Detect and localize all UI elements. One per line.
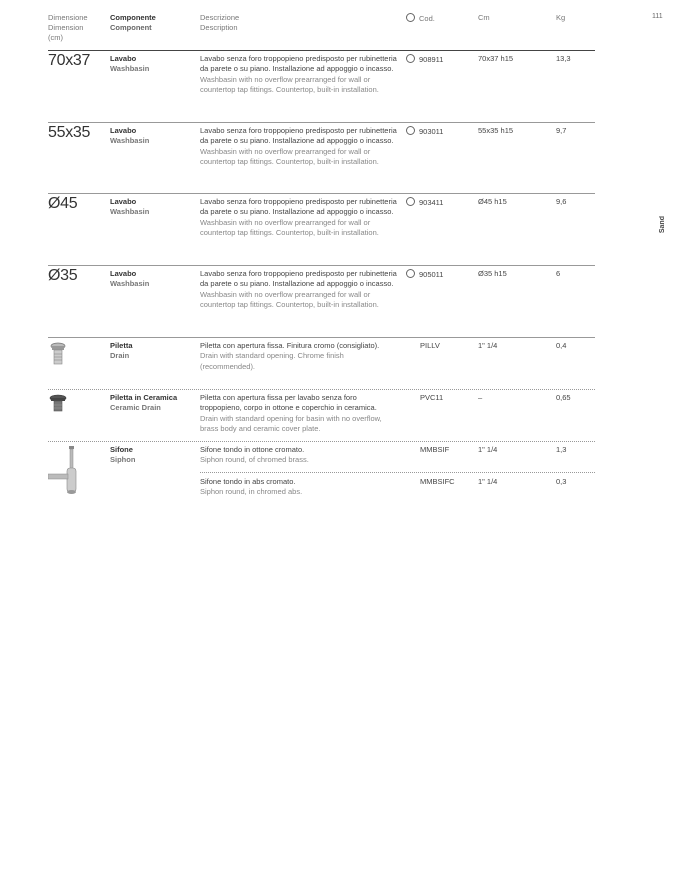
component-cell: Lavabo Washbasin (110, 126, 150, 146)
siphon-variants (200, 445, 595, 504)
weight-cell: 9,6 (556, 197, 567, 206)
select-radio-icon[interactable] (406, 197, 415, 206)
page-number: 111 (652, 13, 663, 20)
header-kg: Kg (556, 13, 566, 22)
select-radio-icon[interactable] (406, 269, 415, 278)
dimension-label: 70x37 (48, 52, 91, 69)
weight-cell: 13,3 (556, 54, 571, 63)
product-table (48, 10, 595, 502)
code-cell[interactable]: 905011 (406, 269, 476, 280)
weight-cell: 0,3 (556, 477, 567, 486)
description-cell: Piletta con apertura fissa. Finitura cromo (consigliato). Drain with standard opening. Chrome finish (recommended). (200, 341, 380, 371)
description-cell: Lavabo senza foro troppopieno predisposto per rubinetteria da parete o su piano. Installazione ad appoggio o incasso. Washbasin with no overflow prearranged for wall or countertop tap fittings. Countertop, built-in installation. (200, 54, 397, 94)
description-cell: Lavabo senza foro troppopieno predisposto per rubinetteria da parete o su piano. Installazione ad appoggio o incasso. Washbasin with no overflow prearranged for wall or countertop tap fittings. Countertop, built-in installation. (200, 269, 397, 309)
header-component: Componente Component (110, 13, 156, 32)
table-row (48, 194, 595, 266)
header-description: Descrizione Description (200, 13, 240, 32)
component-cell: Lavabo Washbasin (110, 269, 150, 289)
size-cell: Ø35 h15 (478, 269, 507, 278)
table-row (48, 442, 595, 502)
component-cell: Piletta in Ceramica Ceramic Drain (110, 393, 178, 413)
dimension-label: Ø35 (48, 267, 78, 284)
component-cell: Piletta Drain (110, 341, 133, 361)
weight-cell: 0,65 (556, 393, 571, 402)
ceramic-drain-icon (48, 394, 68, 419)
drain-icon (48, 342, 68, 371)
code-cell[interactable]: 908911 (406, 54, 476, 65)
code-cell[interactable]: 903411 (406, 197, 476, 208)
siphon-variant-row: Sifone tondo in ottone cromato. Siphon round, of chromed brass. MMBSIF 1" 1/4 1,3 (200, 445, 595, 473)
dimension-label: 55x35 (48, 124, 91, 141)
table-row (48, 390, 595, 442)
table-row (48, 338, 595, 390)
weight-cell: 1,3 (556, 445, 567, 454)
select-radio-icon[interactable] (406, 54, 415, 63)
size-cell: – (478, 393, 483, 402)
header-code: Cod. (406, 13, 476, 24)
code-cell: PILLV (420, 341, 440, 350)
header-dimension: Dimensione Dimension (cm) (48, 13, 88, 42)
code-cell: MMBSIF (420, 445, 450, 454)
weight-cell: 0,4 (556, 341, 567, 350)
weight-cell: 9,7 (556, 126, 567, 135)
siphon-icon (48, 446, 82, 499)
component-cell: Lavabo Washbasin (110, 197, 150, 217)
code-cell: PVC11 (420, 393, 444, 402)
size-cell: Ø45 h15 (478, 197, 507, 206)
radio-icon (406, 13, 415, 22)
description-cell: Lavabo senza foro troppopieno predisposto per rubinetteria da parete o su piano. Installazione ad appoggio o incasso. Washbasin with no overflow prearranged for wall or countertop tap fittings. Countertop, built-in installation. (200, 197, 397, 237)
size-cell: 1" 1/4 (478, 445, 498, 454)
header-cm: Cm (478, 13, 490, 22)
table-row (48, 51, 595, 123)
component-cell: Sifone Siphon (110, 445, 136, 465)
select-radio-icon[interactable] (406, 126, 415, 135)
table-row (48, 123, 595, 194)
code-cell: MMBSIFC (420, 477, 455, 486)
size-cell: 1" 1/4 (478, 477, 498, 486)
series-side-label: Sand (659, 216, 666, 234)
code-cell[interactable]: 903011 (406, 126, 476, 137)
table-header (48, 10, 595, 51)
description-cell: Piletta con apertura fissa per lavabo senza foro troppopieno, corpo in ottone e coperchio in ceramica. Drain with standard opening for basin with no overflow, brass body and ceramic cover plate. (200, 393, 382, 433)
size-cell: 55x35 h15 (478, 126, 514, 135)
table-row (48, 266, 595, 338)
weight-cell: 6 (556, 269, 561, 278)
size-cell: 70x37 h15 (478, 54, 514, 63)
size-cell: 1" 1/4 (478, 341, 498, 350)
description-cell: Lavabo senza foro troppopieno predisposto per rubinetteria da parete o su piano. Installazione ad appoggio o incasso. Washbasin with no overflow prearranged for wall or countertop tap fittings. Countertop, built-in installation. (200, 126, 397, 166)
dimension-label: Ø45 (48, 195, 78, 212)
siphon-variant-row: Sifone tondo in abs cromato. Siphon round, in chromed abs. MMBSIFC 1" 1/4 0,3 (200, 477, 567, 497)
component-cell: Lavabo Washbasin (110, 54, 150, 74)
